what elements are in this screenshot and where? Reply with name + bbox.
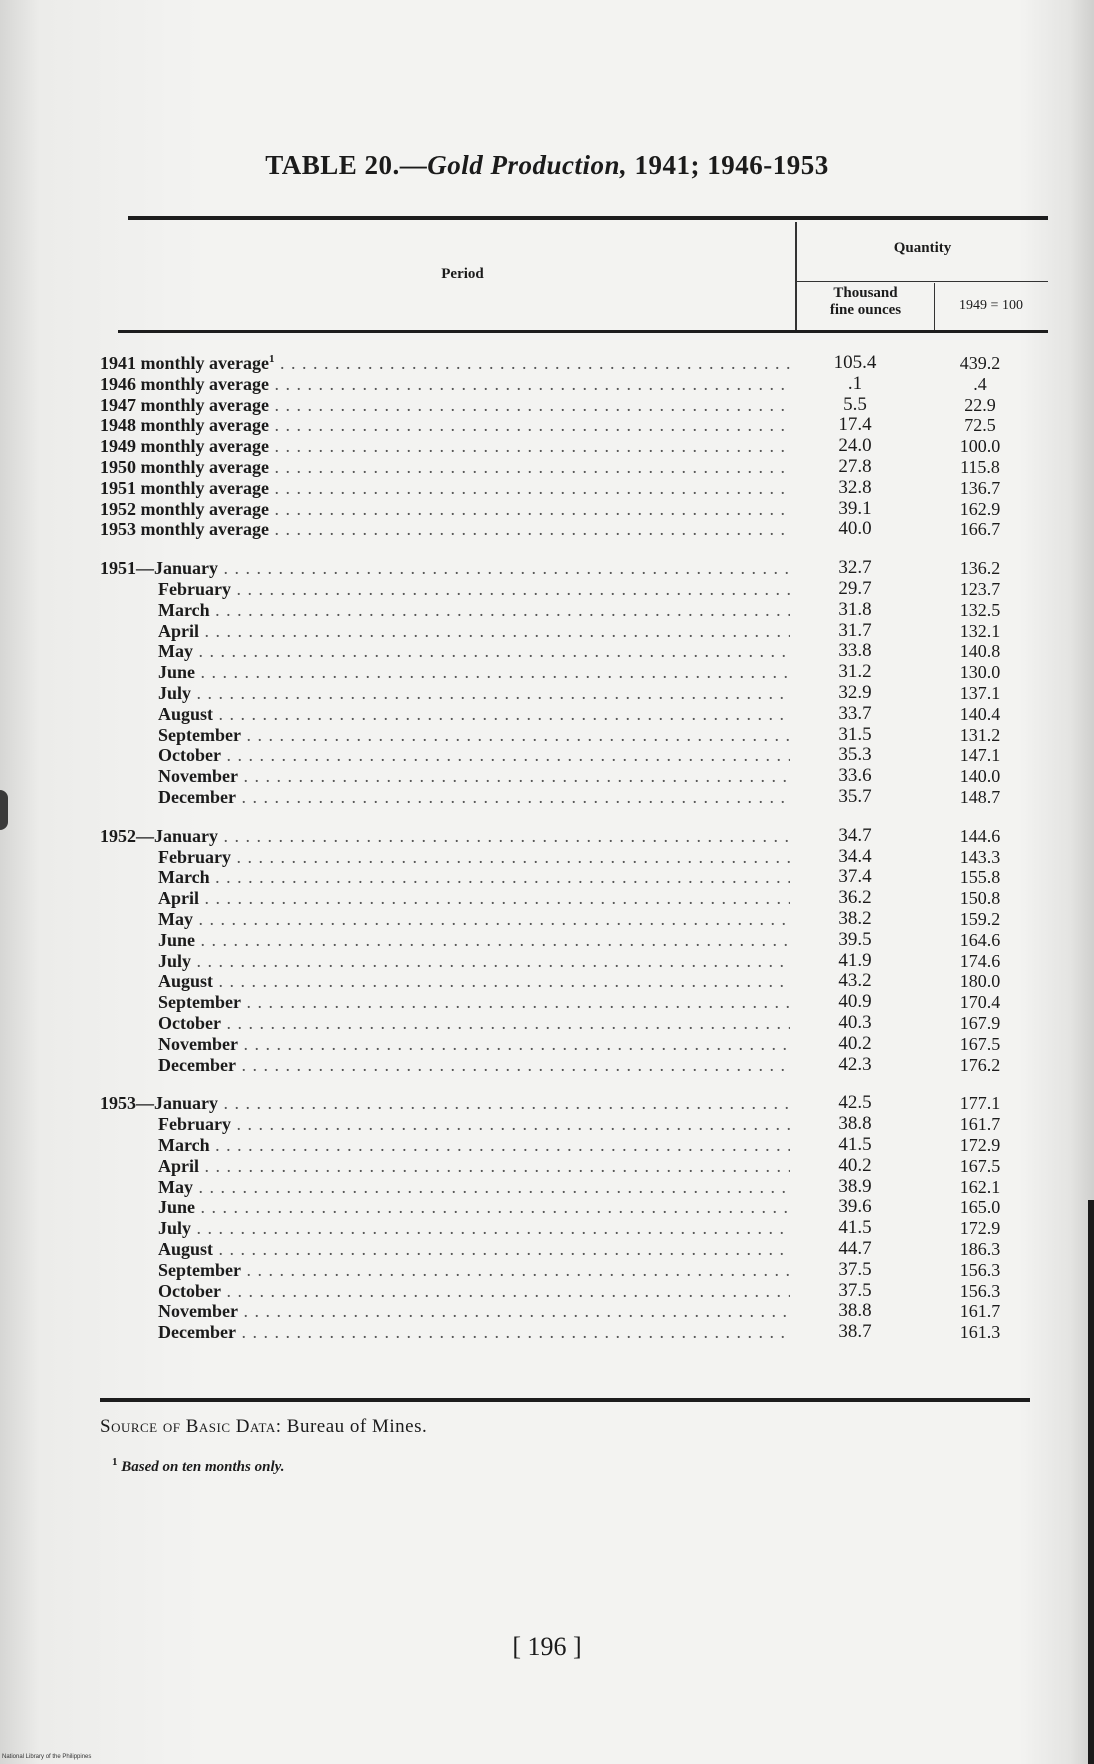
row-period-label <box>100 825 790 847</box>
row-fine-ounces: 34.4 <box>838 845 872 867</box>
row-index-value: 172.9 <box>959 1135 1001 1155</box>
row-index-value: 131.2 <box>959 724 1001 745</box>
row-index-value: 174.6 <box>959 950 1001 971</box>
row-period-text: July <box>158 1218 192 1239</box>
table-row <box>100 477 1040 499</box>
row-period-label <box>100 414 790 436</box>
row-period-text: 1947 monthly average <box>100 394 269 415</box>
source-text: Bureau of Mines. <box>281 1416 428 1437</box>
row-index-value: 156.3 <box>959 1280 1001 1301</box>
row-period-text: June <box>158 1197 196 1218</box>
archive-label: National Library of the Philippines <box>2 1754 92 1760</box>
table-row <box>100 970 1040 992</box>
row-period-text: September <box>158 992 241 1013</box>
row-fine-ounces: 41.9 <box>838 949 872 971</box>
row-index-value: 132.5 <box>959 599 1001 620</box>
table-row <box>100 1092 1040 1114</box>
table-row <box>100 1176 1040 1198</box>
row-fine-ounces: 43.2 <box>838 970 872 992</box>
table-row <box>100 908 1040 930</box>
row-fine-ounces: 35.3 <box>838 744 872 766</box>
footnote <box>112 1456 284 1476</box>
row-period-label <box>100 1134 790 1156</box>
row-fine-ounces: 38.9 <box>838 1175 872 1197</box>
row-fine-ounces: 33.7 <box>838 702 872 724</box>
table-row <box>100 1280 1040 1302</box>
col1-line1: Thousand <box>833 285 898 301</box>
row-period-text: June <box>158 929 196 950</box>
row-fine-ounces: 40.2 <box>838 1032 872 1054</box>
row-period-text: May <box>158 641 193 662</box>
table-row <box>100 846 1040 868</box>
table-row <box>100 518 1040 540</box>
row-fine-ounces: 42.5 <box>838 1092 872 1114</box>
row-period-text: 1950 monthly average <box>100 457 269 477</box>
table-row <box>100 1259 1040 1281</box>
row-fine-ounces: 33.6 <box>838 765 872 787</box>
row-index-value: 162.1 <box>959 1176 1001 1197</box>
row-period-text: March <box>158 599 210 620</box>
row-index-value: 167.5 <box>959 1033 1001 1054</box>
row-fine-ounces: 44.7 <box>838 1238 872 1259</box>
page-edge-shadow <box>1088 1200 1094 1764</box>
footnote-text: Based on ten months only. <box>117 1459 285 1475</box>
title-prefix: TABLE 20.— <box>265 150 428 180</box>
row-fine-ounces: 37.5 <box>838 1279 872 1301</box>
row-fine-ounces: 27.8 <box>838 456 872 477</box>
row-fine-ounces: 35.7 <box>838 786 872 807</box>
table-row <box>100 435 1040 457</box>
row-period-text: July <box>158 683 192 703</box>
table-row <box>100 352 1040 374</box>
table-row <box>100 1134 1040 1156</box>
table-row <box>100 1113 1040 1135</box>
column-header-period: Period <box>441 266 484 282</box>
row-fine-ounces: 39.5 <box>838 928 872 950</box>
row-period-text: 1941 monthly average <box>100 353 269 373</box>
row-period-text: March <box>158 867 210 888</box>
row-index-value: 170.4 <box>959 992 1001 1013</box>
row-fine-ounces: 31.2 <box>838 661 872 683</box>
row-index-value: 148.7 <box>959 787 1001 807</box>
row-period-label <box>100 1176 790 1198</box>
row-period-text: 1953—January <box>100 1093 219 1114</box>
row-fine-ounces: 24.0 <box>838 435 872 457</box>
table-row <box>100 1300 1040 1322</box>
row-fine-ounces: 32.8 <box>838 476 872 498</box>
table-row <box>100 703 1040 725</box>
row-index-value: 136.7 <box>959 477 1001 498</box>
row-period-label <box>100 1321 790 1343</box>
row-period-label <box>100 456 790 478</box>
row-period-label <box>100 373 790 395</box>
row-index-value: 164.6 <box>959 929 1001 950</box>
row-index-value: 166.7 <box>959 519 1001 540</box>
row-fine-ounces: 105.4 <box>833 352 877 373</box>
row-index-value: .4 <box>973 373 987 394</box>
row-period-label <box>100 744 790 766</box>
table-row <box>100 498 1040 520</box>
table-row <box>100 414 1040 436</box>
row-period-label <box>100 498 790 520</box>
row-index-value: 161.3 <box>959 1322 1001 1343</box>
table-row <box>100 1238 1040 1260</box>
row-fine-ounces: 33.8 <box>838 640 872 662</box>
row-period-label <box>100 950 790 972</box>
row-period-label <box>100 866 790 888</box>
row-period-label <box>100 620 790 642</box>
row-fine-ounces: 38.8 <box>838 1113 872 1135</box>
row-period-label <box>100 1217 790 1239</box>
row-period-label <box>100 765 790 787</box>
source-label: Source of Basic Data: <box>100 1416 282 1437</box>
row-period-text: November <box>158 1033 238 1054</box>
row-index-value: 167.9 <box>959 1013 1001 1033</box>
row-period-text: November <box>158 1301 238 1322</box>
row-period-text: December <box>158 787 236 807</box>
column-header-quantity: Quantity <box>893 240 952 256</box>
row-period-label <box>100 1238 790 1260</box>
table-row <box>100 1012 1040 1034</box>
row-period-text: February <box>158 846 231 867</box>
table-row <box>100 1155 1040 1177</box>
table-row <box>100 1054 1040 1076</box>
row-period-label <box>100 1280 790 1302</box>
title-suffix: 1941; 1946-1953 <box>627 150 829 180</box>
row-index-value: 172.9 <box>959 1218 1001 1239</box>
row-period-label <box>100 724 790 746</box>
row-fine-ounces: 39.1 <box>838 497 872 519</box>
table-row <box>100 991 1040 1013</box>
row-index-value: 137.1 <box>959 683 1001 703</box>
row-period-text: June <box>158 662 196 683</box>
row-period-text: March <box>158 1135 210 1155</box>
row-period-label <box>100 929 790 951</box>
row-period-text: 1946 monthly average <box>100 373 269 394</box>
row-period-label <box>100 1259 790 1281</box>
row-period-label <box>100 1196 790 1218</box>
table-row <box>100 557 1040 579</box>
row-index-value: 439.2 <box>959 353 1001 373</box>
row-fine-ounces: 31.5 <box>838 723 872 745</box>
row-index-value: 186.3 <box>959 1239 1001 1259</box>
row-period-label <box>100 1113 790 1135</box>
row-fine-ounces: 5.5 <box>843 393 867 415</box>
row-fine-ounces: 32.9 <box>838 682 872 703</box>
row-period-label <box>100 1012 790 1034</box>
row-index-value: 156.3 <box>959 1259 1001 1280</box>
header-bottom-rule <box>118 330 1048 333</box>
row-period-text: September <box>158 1259 241 1280</box>
table-row <box>100 786 1040 808</box>
row-period-label <box>100 477 790 499</box>
row-index-value: 143.3 <box>959 846 1001 867</box>
row-period-text: 1948 monthly average <box>100 415 269 436</box>
row-period-label <box>100 661 790 683</box>
row-period-text: April <box>158 620 200 641</box>
table-row <box>100 929 1040 951</box>
row-fine-ounces: 40.3 <box>838 1012 872 1033</box>
row-index-value: 161.7 <box>959 1301 1001 1322</box>
row-period-text: 1953 monthly average <box>100 519 269 540</box>
row-index-value: 162.9 <box>959 498 1001 519</box>
row-fine-ounces: .1 <box>847 372 863 394</box>
row-fine-ounces: 40.2 <box>838 1154 872 1176</box>
row-index-value: 100.0 <box>959 436 1001 457</box>
row-fine-ounces: 38.7 <box>838 1321 872 1343</box>
table-row <box>100 373 1040 395</box>
top-rule <box>128 216 1048 220</box>
row-period-label <box>100 640 790 662</box>
row-fine-ounces: 40.9 <box>838 991 872 1013</box>
row-index-value: 165.0 <box>959 1197 1001 1218</box>
row-index-value: 115.8 <box>960 457 1000 477</box>
quantity-underline <box>797 281 1048 282</box>
table-row <box>100 682 1040 704</box>
row-fine-ounces: 41.5 <box>838 1217 872 1239</box>
table-row <box>100 599 1040 621</box>
row-period-label <box>100 703 790 725</box>
row-period-text: May <box>158 909 193 929</box>
row-fine-ounces: 40.0 <box>838 518 872 540</box>
row-period-label <box>100 887 790 909</box>
source-note <box>100 1416 427 1438</box>
row-index-value: 136.2 <box>959 558 1001 579</box>
row-period-text: December <box>158 1322 236 1343</box>
bottom-rule <box>100 1398 1030 1402</box>
row-fine-ounces: 31.8 <box>838 598 872 620</box>
table-row <box>100 620 1040 642</box>
row-fine-ounces: 42.3 <box>838 1053 872 1075</box>
row-index-value: 140.8 <box>959 641 1001 662</box>
row-index-value: 147.1 <box>959 745 1001 766</box>
row-index-value: 144.6 <box>959 825 1001 846</box>
row-period-label <box>100 394 790 416</box>
table-row <box>100 765 1040 787</box>
row-fine-ounces: 39.6 <box>838 1196 872 1218</box>
table-row <box>100 744 1040 766</box>
column-header-index: 1949 = 100 <box>959 298 1023 313</box>
row-period-label <box>100 1033 790 1055</box>
table-row <box>100 578 1040 600</box>
table-row <box>100 866 1040 888</box>
table-row <box>100 825 1040 847</box>
row-index-value: 22.9 <box>964 394 996 415</box>
title-italic: Gold Production, <box>427 150 628 180</box>
row-fine-ounces: 36.2 <box>838 887 872 909</box>
row-period-label <box>100 682 790 704</box>
row-period-label <box>100 1054 790 1076</box>
binding-mark <box>0 790 8 830</box>
row-index-value: 161.7 <box>959 1114 1001 1135</box>
row-index-value: 72.5 <box>964 415 996 436</box>
row-period-text: October <box>158 745 221 766</box>
row-period-text: 1952—January <box>100 825 219 846</box>
row-period-label <box>100 1300 790 1322</box>
row-period-text: August <box>158 703 214 724</box>
row-index-value: 132.1 <box>959 620 1001 641</box>
row-fine-ounces: 32.7 <box>838 557 872 579</box>
table-row <box>100 724 1040 746</box>
table-row <box>100 661 1040 683</box>
row-period-text: 1952 monthly average <box>100 498 269 519</box>
row-fine-ounces: 29.7 <box>838 578 872 599</box>
row-period-text: December <box>158 1054 236 1075</box>
row-index-value: 130.0 <box>959 662 1001 683</box>
table-row <box>100 394 1040 416</box>
row-period-text: April <box>158 888 200 909</box>
row-period-label <box>100 1092 790 1114</box>
row-index-value: 159.2 <box>959 909 1001 929</box>
row-period-text: February <box>158 579 231 599</box>
row-index-value: 180.0 <box>959 971 1001 992</box>
row-period-label <box>100 557 790 579</box>
row-fine-ounces: 41.5 <box>838 1134 872 1155</box>
row-period-text: 1951—January <box>100 558 219 579</box>
row-period-label <box>100 786 790 808</box>
column-header-fine-ounces <box>797 285 934 319</box>
row-fine-ounces: 37.5 <box>838 1258 872 1280</box>
row-period-label <box>100 599 790 621</box>
row-fine-ounces: 17.4 <box>838 414 872 436</box>
row-index-value: 140.4 <box>959 703 1001 724</box>
row-period-text: November <box>158 766 238 787</box>
row-index-value: 177.1 <box>959 1093 1001 1114</box>
row-fine-ounces: 31.7 <box>838 619 872 641</box>
row-period-text: May <box>158 1176 193 1197</box>
row-period-text: April <box>158 1155 200 1176</box>
row-period-text: February <box>158 1114 231 1135</box>
row-period-text: 1951 monthly average <box>100 477 269 498</box>
row-period-text: October <box>158 1280 221 1301</box>
table-row <box>100 1033 1040 1055</box>
row-period-text: July <box>158 950 192 971</box>
row-period-label <box>100 1155 790 1177</box>
row-period-label <box>100 518 790 540</box>
row-fine-ounces: 34.7 <box>838 824 872 846</box>
page-number: [ 196 ] <box>512 1632 582 1661</box>
table-row <box>100 887 1040 909</box>
row-period-label <box>100 991 790 1013</box>
row-index-value: 155.8 <box>959 867 1001 888</box>
row-period-text: September <box>158 724 241 745</box>
table-row <box>100 1217 1040 1239</box>
row-fine-ounces: 38.2 <box>838 908 872 929</box>
row-footnote-marker: 1 <box>268 353 275 365</box>
table-row <box>100 950 1040 972</box>
row-index-value: 167.5 <box>959 1155 1001 1176</box>
row-period-text: August <box>158 971 214 992</box>
row-period-text: 1949 monthly average <box>100 436 269 457</box>
row-period-label <box>100 352 790 374</box>
row-index-value: 176.2 <box>959 1054 1001 1075</box>
row-index-value: 150.8 <box>959 888 1001 909</box>
row-period-text: August <box>158 1239 214 1259</box>
table-row <box>100 1196 1040 1218</box>
row-period-label <box>100 908 790 930</box>
footnote-marker: 1 <box>112 1456 118 1468</box>
table-row <box>100 1321 1040 1343</box>
row-period-text: October <box>158 1013 221 1033</box>
row-fine-ounces: 38.8 <box>838 1300 872 1322</box>
row-period-label <box>100 846 790 868</box>
table-title <box>0 150 1094 181</box>
row-period-label <box>100 970 790 992</box>
row-period-label <box>100 435 790 457</box>
table-row <box>100 456 1040 478</box>
row-index-value: 123.7 <box>959 579 1001 599</box>
table-row <box>100 640 1040 662</box>
row-period-label <box>100 578 790 600</box>
row-index-value: 140.0 <box>959 766 1001 787</box>
row-fine-ounces: 37.4 <box>838 866 872 888</box>
col1-line2: fine ounces <box>829 302 902 318</box>
